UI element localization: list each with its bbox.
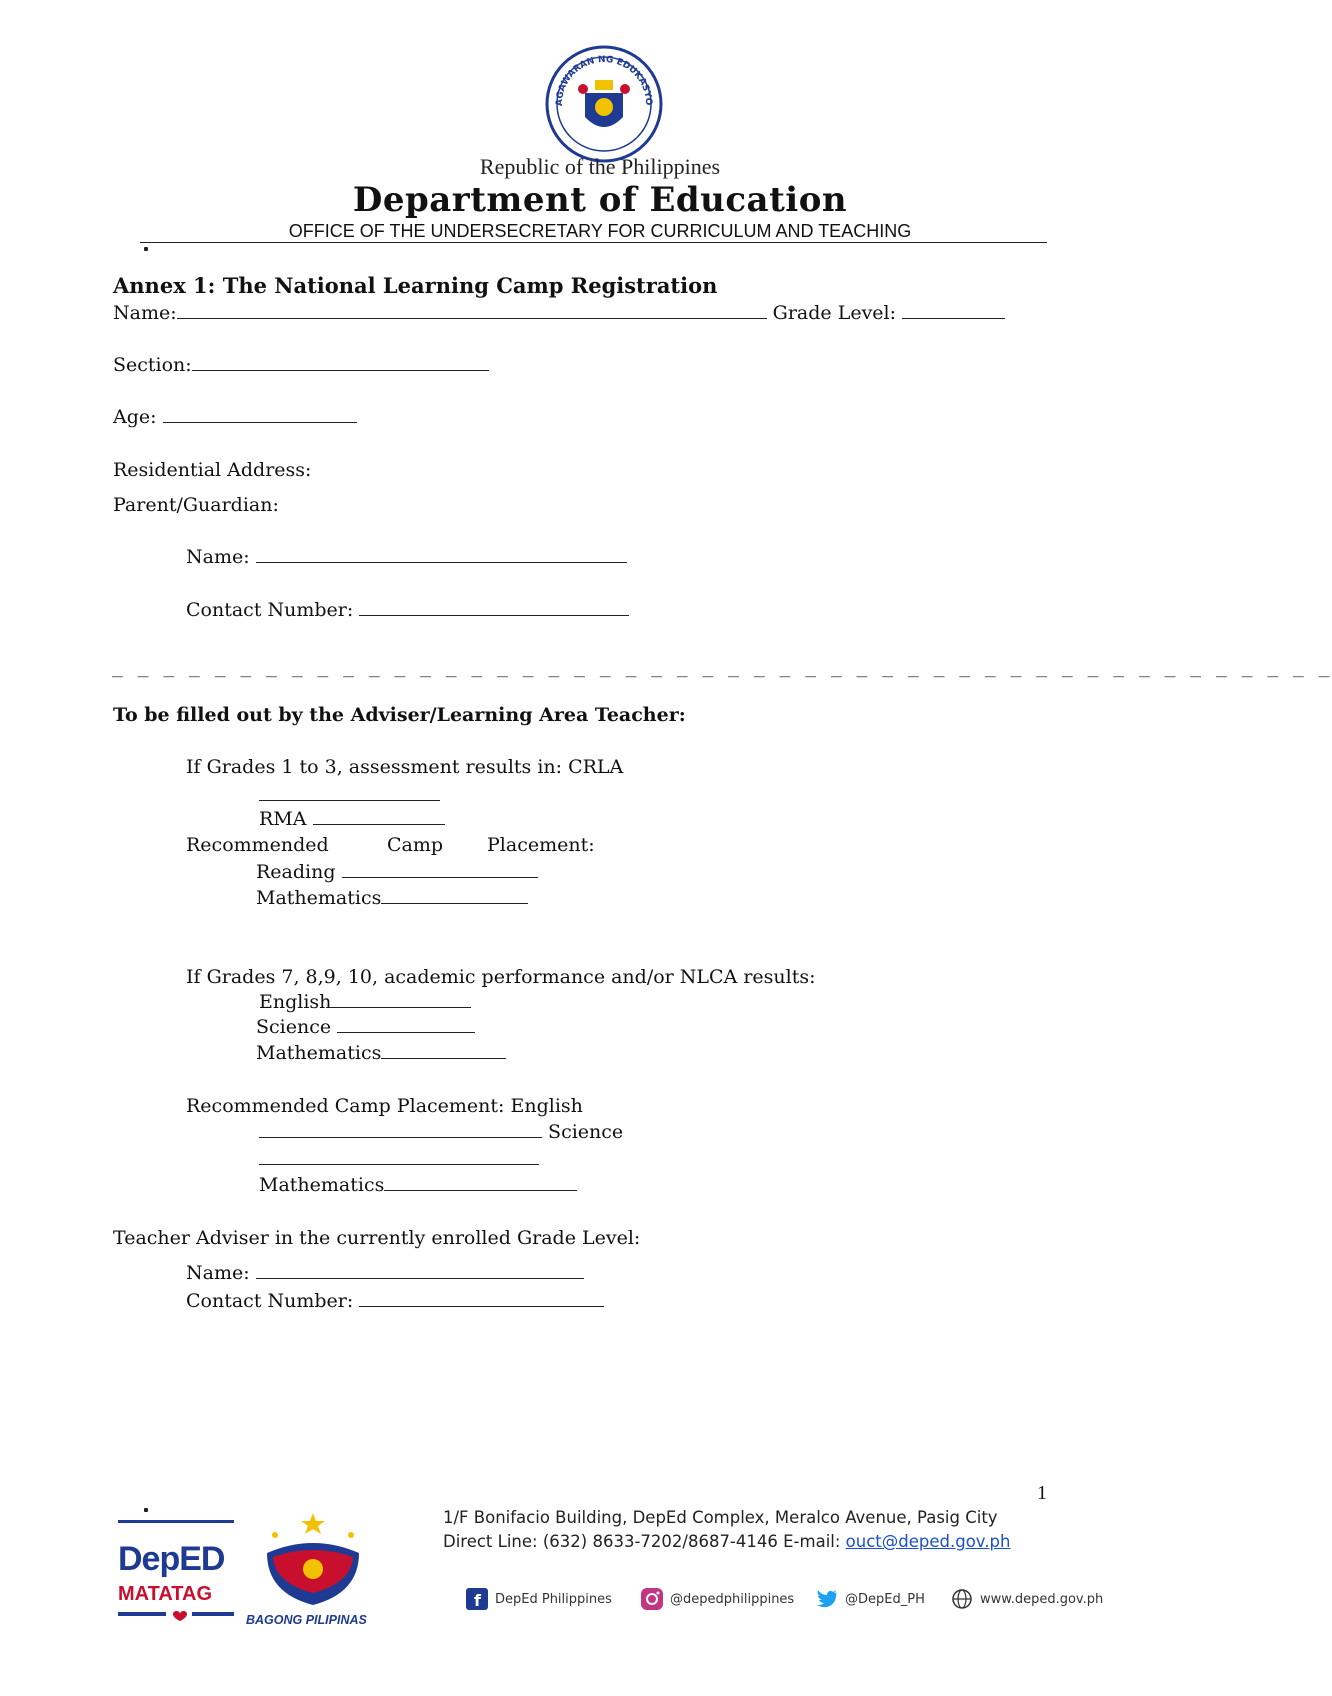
rma-row <box>259 808 445 830</box>
crla-blank[interactable] <box>259 785 440 801</box>
name-label: Name: <box>113 302 177 324</box>
form-title: Annex 1: The National Learning Camp Registration <box>113 273 718 298</box>
bagong-pilipinas-logo <box>255 1513 371 1605</box>
bullet-dot <box>144 247 148 251</box>
facebook-link[interactable] <box>465 1587 612 1611</box>
footer-dot <box>144 1508 148 1512</box>
parent-name-label: Name: <box>186 546 250 568</box>
teacher-name-label: Name: <box>186 1262 250 1284</box>
name-row <box>113 302 1005 324</box>
adviser-heading: To be filled out by the Adviser/Learning Area Teacher: <box>113 704 686 726</box>
rec2-label: Recommended Camp Placement: English <box>186 1095 583 1117</box>
globe-icon <box>950 1587 974 1611</box>
teacher-contact-label: Contact Number: <box>186 1290 354 1312</box>
twitter-handle: @DepEd_PH <box>845 1591 925 1607</box>
section-label: Section: <box>113 354 192 376</box>
age-label: Age: <box>113 406 157 428</box>
deped-seal-logo <box>545 45 663 163</box>
rec2-english-row <box>259 1121 623 1143</box>
department-heading: Department of Education <box>352 180 848 220</box>
matatag-wordmark: MATATAG <box>118 1583 213 1605</box>
rec2-math-label: Mathematics <box>259 1174 385 1196</box>
age-row <box>113 406 357 428</box>
parent-label: Parent/Guardian: <box>113 494 279 516</box>
republic-heading: Republic of the Philippines <box>479 154 721 179</box>
footer-rule <box>118 1520 234 1523</box>
page-number: 1 <box>1037 1482 1047 1504</box>
science-label: Science <box>256 1016 332 1038</box>
english-row <box>259 991 471 1013</box>
rma-blank[interactable] <box>313 809 445 825</box>
rec-placement: Placement: <box>487 834 595 856</box>
seal-text: AGAWARAN NG EDUKASYO <box>554 54 654 107</box>
parent-contact-label: Contact Number: <box>186 599 354 621</box>
deped-wordmark: DepED <box>118 1540 225 1578</box>
rma-label: RMA <box>259 808 307 830</box>
name-blank[interactable] <box>177 303 767 319</box>
english-blank[interactable] <box>331 992 471 1008</box>
cut-line: _ _ _ _ _ _ _ _ _ _ _ _ _ _ _ _ _ _ _ _ _ _ _ _ _ _ _ _ _ _ _ _ _ _ _ _ _ _ _ _ _ _ _ _ _ _ _ _ <box>112 657 1332 678</box>
math-label: Mathematics <box>256 887 382 909</box>
parent-name-row <box>186 546 627 568</box>
instagram-icon <box>640 1587 664 1611</box>
svg-text:f: f <box>474 1591 481 1610</box>
reading-label: Reading <box>256 861 336 883</box>
science-row <box>256 1016 475 1038</box>
parent-name-blank[interactable] <box>256 547 627 563</box>
section-row <box>113 354 489 376</box>
instagram-link[interactable] <box>640 1587 794 1611</box>
grades13-label: If Grades 1 to 3, assessment results in: CRLA <box>186 756 624 778</box>
teacher-name-blank[interactable] <box>256 1263 584 1279</box>
reading-blank[interactable] <box>342 862 538 878</box>
parent-contact-blank[interactable] <box>359 600 629 616</box>
crla-row <box>259 785 440 805</box>
direct-line: Direct Line: (632) 8633-7202/8687-4146 E-mail: <box>443 1532 841 1551</box>
twitter-link[interactable] <box>815 1587 925 1611</box>
section-blank[interactable] <box>192 355 489 371</box>
science-blank[interactable] <box>337 1017 475 1033</box>
email-link[interactable]: ouct@deped.gov.ph <box>845 1532 1011 1551</box>
reading-row <box>256 861 538 883</box>
twitter-icon <box>815 1587 839 1611</box>
math2-label: Mathematics <box>256 1042 382 1064</box>
facebook-icon <box>465 1587 489 1611</box>
parent-contact-row <box>186 599 629 621</box>
office-heading: OFFICE OF THE UNDERSECRETARY FOR CURRICULUM AND TEACHING <box>288 221 912 241</box>
grades710-label: If Grades 7, 8,9, 10, academic performance and/or NLCA results: <box>186 966 816 988</box>
math-blank[interactable] <box>381 888 528 904</box>
footer-address: 1/F Bonifacio Building, DepEd Complex, Meralco Avenue, Pasig City <box>443 1508 998 1527</box>
rec2-science-label: Science <box>548 1121 624 1143</box>
matatag-tagline <box>118 1608 234 1624</box>
math2-row <box>256 1042 506 1064</box>
rec2-science-row <box>259 1149 539 1169</box>
instagram-handle: @depedphilippines <box>670 1591 795 1607</box>
facebook-handle: DepEd Philippines <box>495 1591 612 1607</box>
rec2-science-blank[interactable] <box>259 1149 539 1165</box>
deped-logo <box>118 1540 224 1579</box>
math-row <box>256 887 528 909</box>
math2-blank[interactable] <box>381 1043 506 1059</box>
rec-recommended: Recommended <box>186 834 329 856</box>
teacher-name-row <box>186 1262 584 1284</box>
age-blank[interactable] <box>163 407 357 423</box>
header-divider <box>140 242 1047 243</box>
teacher-contact-row <box>186 1290 604 1312</box>
bagong-pilipinas-text: BAGONG PILIPINAS <box>246 1613 367 1627</box>
grade-level-blank[interactable] <box>902 303 1005 319</box>
teacher-label: Teacher Adviser in the currently enrolled Grade Level: <box>113 1227 641 1249</box>
web-url: www.deped.gov.ph <box>980 1591 1104 1607</box>
web-link[interactable] <box>950 1587 1103 1611</box>
rec2-math-blank[interactable] <box>384 1175 577 1191</box>
address-label: Residential Address: <box>113 459 312 481</box>
grade-level-label: Grade Level: <box>772 302 897 324</box>
rec2-math-row <box>259 1174 577 1196</box>
rec-camp: Camp <box>387 834 444 856</box>
rec2-english-blank[interactable] <box>259 1122 542 1138</box>
footer-contact <box>443 1532 1010 1551</box>
english-label: English <box>259 991 332 1013</box>
teacher-contact-blank[interactable] <box>359 1291 604 1307</box>
